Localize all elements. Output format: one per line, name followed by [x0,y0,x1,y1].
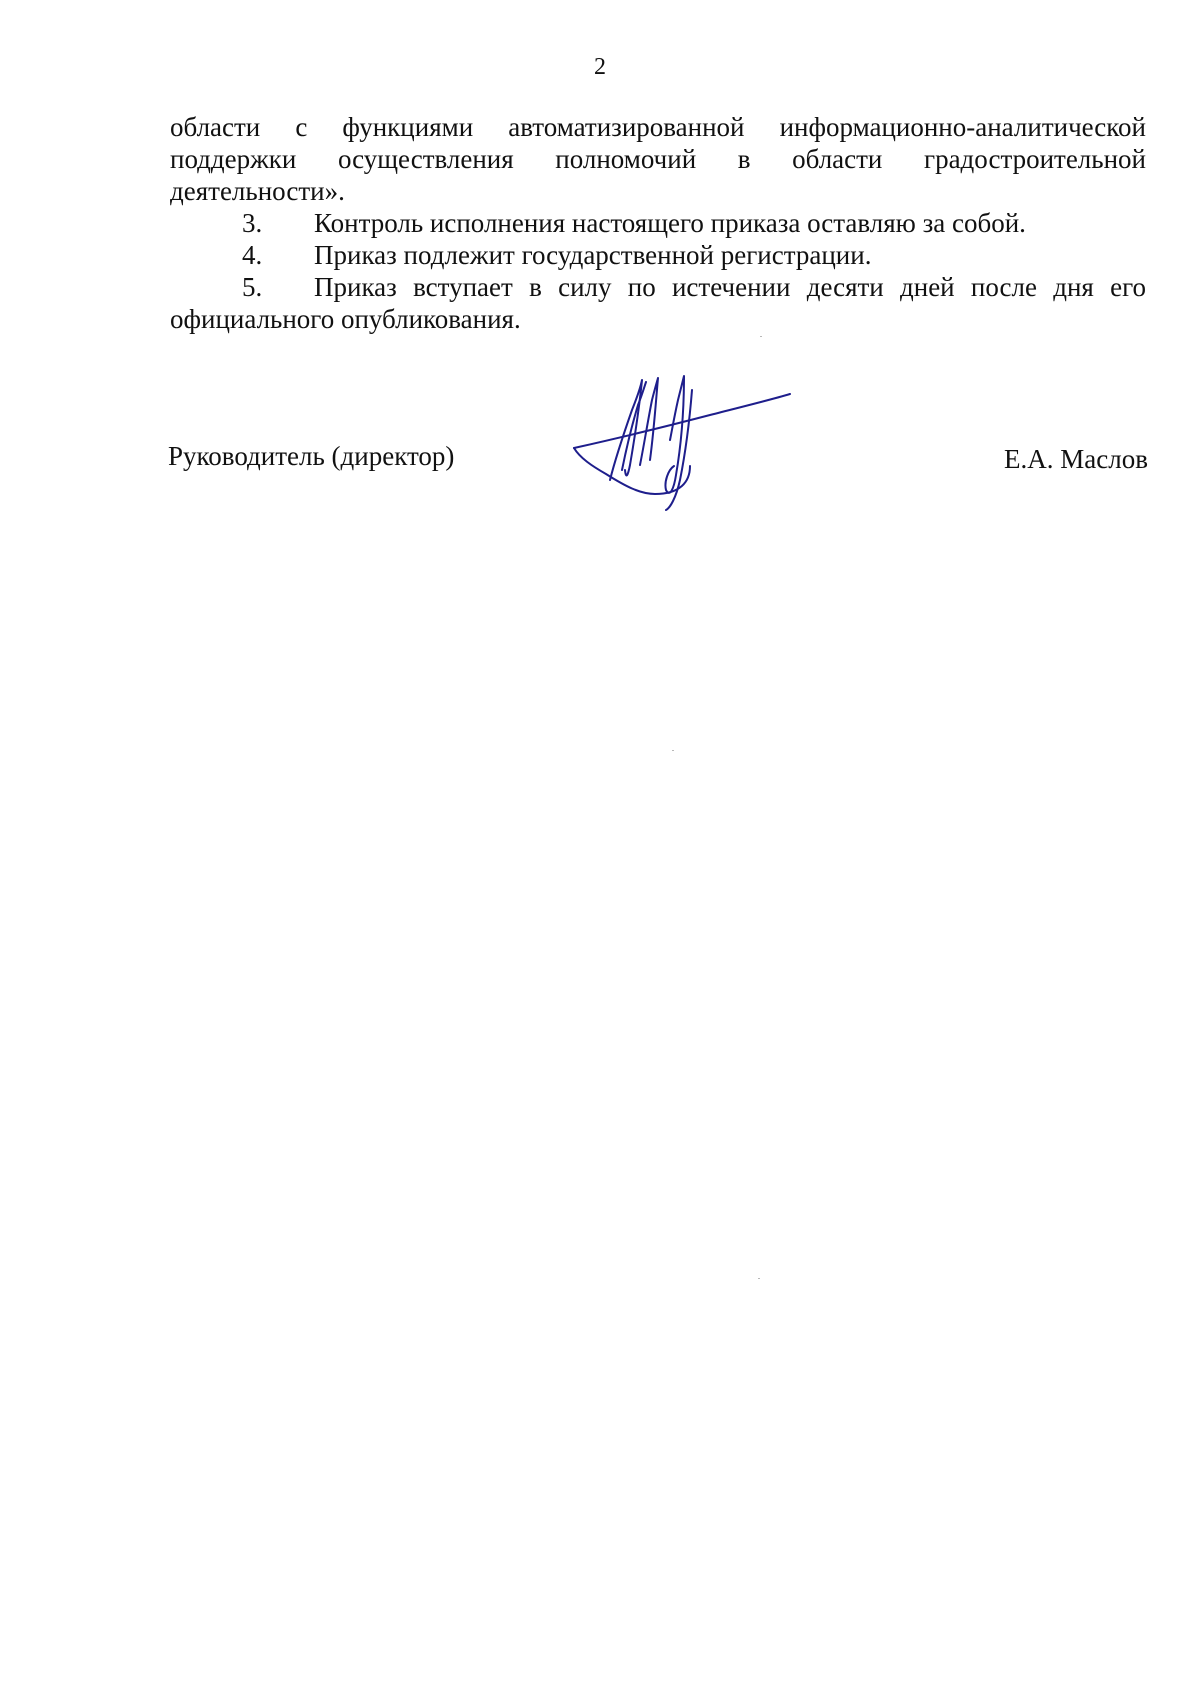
item-text-line: официального опубликования. [170,304,521,334]
scan-speck [758,1278,760,1279]
item-text: Контроль исполнения настоящего приказа оставляю за собой. [314,208,1026,238]
text-line: поддержки осуществления полномочий в области градостроительной [170,144,1146,174]
item-number: 3. [242,208,263,238]
item-text: Приказ вступает в силу по истечении десяти дней после дня его [314,272,1146,302]
signature-stroke [610,380,642,480]
continuation-paragraph [170,111,1146,207]
text-line: деятельности». [170,176,345,206]
scan-speck [672,750,674,751]
scan-speck [760,336,762,337]
item-text: Приказ подлежит государственной регистрации. [314,240,872,270]
item-number: 4. [242,240,263,270]
page-number: 2 [594,54,606,80]
document-body [170,111,1146,335]
signer-title: Руководитель (директор) [168,441,455,471]
handwritten-signature [570,370,810,540]
numbered-item-5 [170,271,1146,303]
numbered-item-3 [170,207,1146,239]
item-text-line [170,271,1146,303]
numbered-item-4 [170,239,1146,271]
signer-name: Е.А. Маслов [1004,444,1148,474]
numbered-item-5-continuation [170,303,1146,335]
item-number: 5. [242,272,263,302]
text-line: области с функциями автоматизированной информационно-аналитической [170,112,1146,142]
